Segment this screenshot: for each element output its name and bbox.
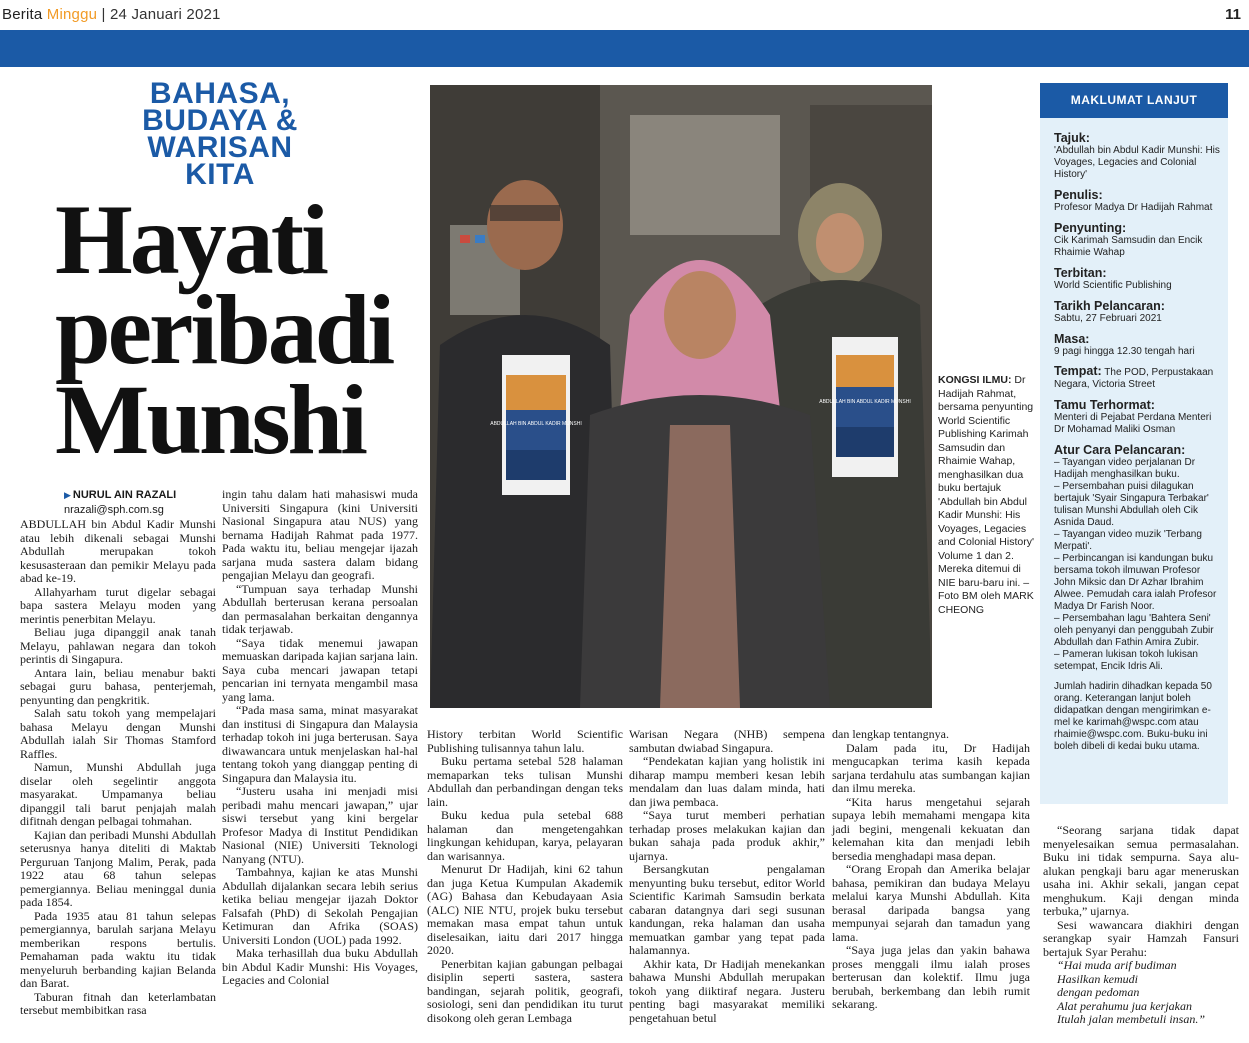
info-box-heading: MAKLUMAT LANJUT xyxy=(1040,83,1228,118)
section-label xyxy=(100,77,340,191)
article-paragraph: “Pendekatan kajian yang holistik ini diharap mampu memberi kesan lebih mendalam dan luas dalam minda, hati dan jiwa pembaca. xyxy=(629,754,825,809)
article-paragraph: Buku pertama setebal 528 halaman memaparkan teks tulisan Munshi Abdullah dan perbandingan dengan teks lain. xyxy=(427,754,623,809)
article-paragraph: “Pada masa sama, minat masyarakat dan institusi di Singapura dan Malaysia terhadap tokoh ini juga berterusan. Saya diwawancara untuk menjelaskan hal-hal tentang tokoh yang dianggap penting di Singapura dan Malaysia itu. xyxy=(222,703,418,785)
info-label: Masa: xyxy=(1054,332,1090,346)
article-paragraph: “Seorang sarjana tidak dapat menyelesaikan semua permasalahan. Buku ini tidak sempurna. Saya alu-alukan pengkaji baru agar meneruskan usaha ini. Akhir sekali, jangan cepat menghukum. Kaji dengan minda terbuka,” ujarnya. xyxy=(1043,823,1239,918)
article-paragraph: Kajian dan peribadi Munshi Abdullah seterusnya hanya diteliti di Maktab Perguruan Tanjong Malim, Perak, pada 1922 atau 68 tahun selepas pemergiannya. Beliau meninggal dunia pada 1854. xyxy=(20,827,216,909)
article-paragraph: Maka terhasillah dua buku Abdullah bin Abdul Kadir Munshi: His Voyages, Legacies and Colonial xyxy=(222,946,418,987)
article-paragraph: “Saya juga jelas dan yakin bahawa proses menggali ilmu ialah proses berterusan dan kolektif. Ilmu juga berubah, berkembang dan lebih rumit sekarang. xyxy=(832,943,1030,1011)
article-paragraph: Taburan fitnah dan keterlambatan tersebut membibitkan rasa xyxy=(20,989,216,1017)
book-title-left: ABDULLAH BIN ABDUL KADIR MUNSHI xyxy=(490,421,582,427)
info-item-tempat xyxy=(1054,365,1222,391)
headline xyxy=(55,184,425,475)
article-column-1 xyxy=(20,518,216,1018)
verse-line: “Hai muda arif budiman xyxy=(1057,958,1177,972)
article-paragraph: Pada 1935 atau 81 tahun selepas pemergiannya, barulah sarjana Melayu memberikan respons bertulis. Pemahaman pada waktu itu tidak menyeluruh berbanding kajian Belanda dan Barat. xyxy=(20,908,216,990)
info-value: 'Abdullah bin Abdul Kadir Munshi: His Voyages, Legacies and Colonial History' xyxy=(1054,145,1220,180)
info-label: Terbitan: xyxy=(1054,266,1107,280)
verse-line: dengan pedoman xyxy=(1057,985,1140,999)
atur-cara-item: – Tayangan video perjalanan Dr Hadijah menghasilkan buku. xyxy=(1054,457,1196,480)
info-value: Sabtu, 27 Februari 2021 xyxy=(1054,313,1162,324)
verse-line: Itulah jalan membetuli insan.” xyxy=(1057,1012,1205,1026)
atur-cara-item: – Persembahan lagu 'Bahtera Seni' oleh penyanyi dan penggubah Zubir Abdullah dan Fathin Amira Zubir. xyxy=(1054,613,1214,648)
masthead-title xyxy=(2,6,221,23)
page-number: 11 xyxy=(1225,6,1241,23)
article-paragraph: Menurut Dr Hadijah, kini 62 tahun dan juga Ketua Kumpulan Akademik (AG) Bahasa dan Kebudayaan Asia (ALC) NIE NTU, projek buku tersebut memakan masa empat tahun untuk diselesaikan, iaitu dari 2017 hingga 2020. xyxy=(427,862,623,957)
article-paragraph: Akhir kata, Dr Hadijah menekankan bahawa Munshi Abdullah merupakan tokoh yang diiktiraf negara. Justeru penting bagi masyarakat memiliki pengetahuan betul xyxy=(629,956,825,1025)
article-paragraph: “Justeru usaha ini menjadi misi peribadi mahu mencari jawapan,” ujar siswi tersebut yang kini bergelar Profesor Madya di Institut Pendidikan Nasional (NIE) Universiti Teknologi Nanyang (NTU). xyxy=(222,784,418,866)
book-title-right: ABDULLAH BIN ABDUL KADIR MUNSHI xyxy=(819,399,911,405)
masthead-date: | 24 Januari 2021 xyxy=(101,6,221,23)
article-paragraph: Tambahnya, kajian ke atas Munshi Abdullah dijalankan secara lebih serius ketika beliau mengejar ijazah Doktor Falsafah (PhD) di Sekolah Pengajian Ketimuran dan Afrika (SOAS) Universiti London (UOL) pada 1992. xyxy=(222,865,418,947)
article-paragraph: “Kita harus mengetahui sejarah supaya lebih memahami mengapa kita jadi begini, mengenali kekuatan dan kelemahan kita dan menjadi lebih bersedia menghadapi masa depan. xyxy=(832,794,1030,863)
article-paragraph: Allahyarham turut digelar sebagai bapa sastera Melayu moden yang merintis penerbitan Melayu. xyxy=(20,584,216,626)
article-paragraph: ingin tahu dalam hati mahasiswi muda Universiti Singapura (kini Universiti Nasional Singapura atau NUS) yang bernama Hadijah Rahmat pada 1977. Pada waktu itu, beliau mengejar ijazah sarjana muda sastera dalam bidang pengajian Melayu dan geografi. xyxy=(222,487,418,582)
info-value: Cik Karimah Samsudin dan Encik Rhaimie Wahap xyxy=(1054,235,1203,258)
headline-line: Munshi xyxy=(55,364,365,475)
info-value: The POD, Perpustakaan Negara, Victoria Street xyxy=(1054,367,1214,390)
masthead-minggu: Minggu xyxy=(46,6,98,23)
article-paragraph: dan lengkap tentangnya. xyxy=(832,727,949,741)
info-label: Tempat: xyxy=(1054,364,1102,378)
article-paragraph: “Saya turut memberi perhatian terhadap proses melakukan kajian dan bukan sahaja pada produk akhir,” ujarnya. xyxy=(629,808,825,863)
article-column-5 xyxy=(832,728,1030,1012)
atur-cara-item: – Pameran lukisan tokoh lukisan setempat, Encik Idris Ali. xyxy=(1054,649,1198,672)
article-column-3 xyxy=(427,728,623,1025)
info-value: Menteri di Pejabat Perdana Menteri Dr Mohamad Maliki Osman xyxy=(1054,412,1212,435)
article-paragraph: Salah satu tokoh yang mempelajari bahasa Melayu dengan Munshi Abdullah ialah Sir Thomas Stamford Raffles. xyxy=(20,706,216,761)
atur-cara-item: – Tayangan video muzik 'Terbang Merpati'. xyxy=(1054,529,1202,552)
headline-line: peribadi xyxy=(55,274,393,385)
caption-text: Dr Hadijah Rahmat, bersama penyunting World Scientific Publishing Karimah Samsudin dan Rhaimie Wahap, menghasilkan dua buku bertajuk 'Abdullah bin Abdul Kadir Munshi: His Voyages, Legacies and Colonial History' Volume 1 dan 2. Mereka ditemui di NIE baru-baru ini. – Foto BM oleh MARK CHEONG xyxy=(938,374,1034,616)
info-list xyxy=(1054,131,1222,753)
section-line: BUDAYA & xyxy=(142,104,298,137)
article-paragraph: Warisan Negara (NHB) sempena sambutan dwiabad Singapura. xyxy=(629,727,825,755)
info-label: Atur Cara Pelancaran: xyxy=(1054,443,1186,457)
article-column-4 xyxy=(629,728,825,1025)
info-label: Tarikh Pelancaran: xyxy=(1054,299,1165,313)
info-item xyxy=(1054,221,1222,259)
photo-illustration xyxy=(430,85,932,708)
masthead xyxy=(0,0,1249,30)
info-item xyxy=(1054,299,1222,325)
article-paragraph: “Orang Eropah dan Amerika belajar bahasa, pemikiran dan budaya Melayu melalui karya Munshi Abdullah. Kita berasal daripada bangsa yang mempunyai sejarah dan tamadun yang lama. xyxy=(832,862,1030,944)
byline-name: NURUL AIN RAZALI xyxy=(72,489,177,501)
header-band xyxy=(0,30,1249,67)
info-label: Penulis: xyxy=(1054,188,1103,202)
article-paragraph: History terbitan World Scientific Publishing tulisannya tahun lalu. xyxy=(427,727,623,755)
byline xyxy=(64,488,176,518)
info-value: World Scientific Publishing xyxy=(1054,280,1172,291)
article-paragraph: Buku kedua pula setebal 688 halaman dan mengetengahkan lingkungan kehidupan, karya, pelayaran dan warisannya. xyxy=(427,808,623,863)
byline-email: nrazali@sph.com.sg xyxy=(64,504,164,516)
section-line: KITA xyxy=(185,158,255,191)
article-paragraph: Penerbitan kajian gabungan pelbagai disiplin seperti sastera, sastera bandingan, sejarah politik, geografi, sosiologi, seni dan pendidikan itu turut disokong oleh geran Lembaga xyxy=(427,956,623,1025)
section-line: WARISAN xyxy=(147,131,293,164)
article-paragraph: “Tumpuan saya terhadap Munshi Abdullah berterusan kerana persoalan dan permasalahan berkaitan dengannya tidak terjawab. xyxy=(222,581,418,636)
info-value: Profesor Madya Dr Hadijah Rahmat xyxy=(1054,202,1213,213)
info-item-atur-cara xyxy=(1054,443,1222,673)
info-item xyxy=(1054,188,1222,214)
photo-caption xyxy=(938,374,1038,617)
verse-line: Alat perahumu jua kerjakan xyxy=(1057,998,1192,1013)
masthead-berita: Berita xyxy=(2,6,43,23)
info-label: Tajuk: xyxy=(1054,131,1090,145)
article-paragraph: Namun, Munshi Abdullah juga diselar oleh segelintir anggota masyarakat. Umpamanya beliau dipanggil tali barut penjajah malah difitnah dengan pelbagai tohmahan. xyxy=(20,760,216,828)
article-paragraph: Sesi wawancara diakhiri dengan serangkap syair Hamzah Fansuri bertajuk Syar Perahu: xyxy=(1043,917,1239,959)
article-column-2 xyxy=(222,488,418,988)
article-paragraph: Beliau juga dipanggil anak tanah Melayu, pahlawan negara dan tokoh perintis di Singapura. xyxy=(20,625,216,666)
article-paragraph: Dalam pada itu, Dr Hadijah mengucapkan terima kasih kepada sarjana terdahulu atas sumbangan kajian dan ilmu mereka. xyxy=(832,740,1030,795)
headline-line: Hayati xyxy=(55,184,326,295)
info-box xyxy=(1040,83,1228,804)
article-paragraph: Antara lain, beliau menabur bakti sebagai guru bahasa, penterjemah, penyunting dan pengkritik. xyxy=(20,665,216,707)
info-item xyxy=(1054,131,1222,181)
article-column-6 xyxy=(1043,824,1239,1027)
verse-line: Hasilkan kemudi xyxy=(1057,971,1138,986)
article-paragraph: “Saya tidak menemui jawapan memuaskan daripada kajian sarjana lain. Saya cuba mencari jawapan tetapi pencarian ini ternyata mengambil masa yang lama. xyxy=(222,635,418,704)
info-item-tamu xyxy=(1054,398,1222,436)
info-label: Penyunting: xyxy=(1054,221,1127,235)
info-value: 9 pagi hingga 12.30 tengah hari xyxy=(1054,346,1195,357)
article-paragraph: Bersangkutan pengalaman menyunting buku tersebut, editor World Scientific Karimah Samsudin berkata cabaran datangnya dari segi susunan kandungan, reka halaman dan usaha memuatkan gambar yang tepat pada halamannya. xyxy=(629,862,825,957)
article-paragraph: ABDULLAH bin Abdul Kadir Munshi atau lebih dikenali sebagai Munshi Abdullah merupakan tokoh kesusasteraan dan pemikir Melayu pada abad ke-19. xyxy=(20,517,216,585)
info-item xyxy=(1054,332,1222,358)
article-photo xyxy=(430,85,932,708)
byline-marker-icon: ▶ xyxy=(64,490,71,500)
atur-cara-item: – Perbincangan isi kandungan buku bersama tokoh ilmuwan Profesor John Miksic dan Dr Azhar Ibrahim Alwee. Pemudah cara ialah Profesor Madya Dr Farish Noor. xyxy=(1054,553,1217,612)
caption-lead: KONGSI ILMU: xyxy=(938,374,1012,386)
section-line: BAHASA, xyxy=(149,77,291,110)
info-note: Jumlah hadirin dihadkan kepada 50 orang. Keterangan lanjut boleh didapatkan dengan mengirimkan e-mel ke karimah@wspc.com atau rhaimie@wspc.com. Buku-buku ini boleh dibeli di kedai buku utama. xyxy=(1054,681,1212,752)
atur-cara-item: – Persembahan puisi dilagukan bertajuk 'Syair Singapura Terbakar' tulisan Munshi Abdullah oleh Cik Asnida Daud. xyxy=(1054,481,1209,528)
info-label: Tamu Terhormat: xyxy=(1054,398,1155,412)
info-item xyxy=(1054,266,1222,292)
